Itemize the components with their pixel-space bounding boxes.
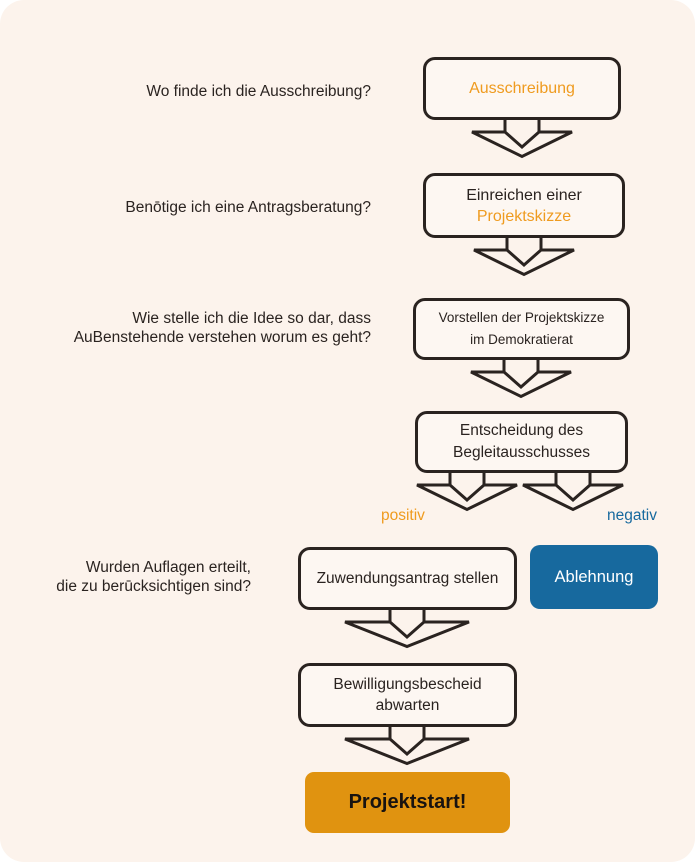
node-ablehnung — [530, 545, 658, 609]
question-ausschreibung — [146, 82, 371, 101]
node-ausschreibung — [423, 57, 621, 120]
question-text: Wo finde ich die Ausschreibung? — [146, 83, 371, 100]
node-label: Projektstart! — [348, 791, 467, 813]
node-projektstart — [305, 772, 510, 833]
node-entscheidung-begleitausschuss — [415, 411, 628, 473]
question-text-line1: Wurden Auflagen erteilt, — [85, 559, 251, 576]
node-label: Zuwendungsantrag stellen — [316, 570, 499, 587]
question-idee-darstellen — [74, 309, 371, 347]
question-auflagen — [56, 558, 251, 596]
arrow-down-after-einreichen-icon — [472, 236, 576, 276]
node-label-line1: Vorstellen der Projektskizze — [438, 310, 605, 325]
node-label: Ausschreibung — [469, 80, 575, 97]
arrow-down-after-ausschreibung-icon — [470, 118, 574, 158]
question-antragsberatung — [125, 198, 371, 217]
arrow-down-after-zuwendungsantrag-icon — [343, 608, 471, 648]
node-label-line2: im Demokratierat — [470, 332, 573, 347]
arrow-down-positive-branch-icon — [415, 471, 519, 511]
node-label-line2: abwarten — [375, 697, 440, 714]
node-label-line1: Einreichen einer — [466, 186, 582, 204]
node-label-line2: Projektskizze — [476, 207, 572, 225]
arrow-down-after-vorstellen-icon — [469, 358, 573, 398]
question-text-line2: die zu berūcksichtigen sind? — [56, 578, 251, 595]
question-text-line2: AuBenstehende verstehen worum es geht? — [73, 329, 371, 346]
question-text-line1: Wie stelle ich die Idee so dar, dass — [132, 310, 371, 327]
question-text: Benōtige ich eine Antragsberatung? — [125, 199, 371, 216]
node-label: Ablehnung — [554, 567, 634, 586]
branch-label-negativ: negativ — [607, 507, 657, 524]
node-zuwendungsantrag — [298, 547, 517, 610]
node-label-line1: Entscheidung des — [459, 422, 584, 439]
node-label-line1: Bewilligungsbescheid — [333, 676, 482, 693]
branch-label-positiv: positiv — [381, 507, 425, 524]
node-label-line2: Begleitausschusses — [453, 444, 590, 461]
arrow-down-negative-branch-icon — [521, 471, 625, 511]
node-vorstellen-demokratierat — [413, 298, 630, 360]
node-einreichen-projektskizze — [423, 173, 625, 238]
node-bewilligungsbescheid — [298, 663, 517, 727]
arrow-down-after-bewilligung-icon — [343, 725, 471, 765]
